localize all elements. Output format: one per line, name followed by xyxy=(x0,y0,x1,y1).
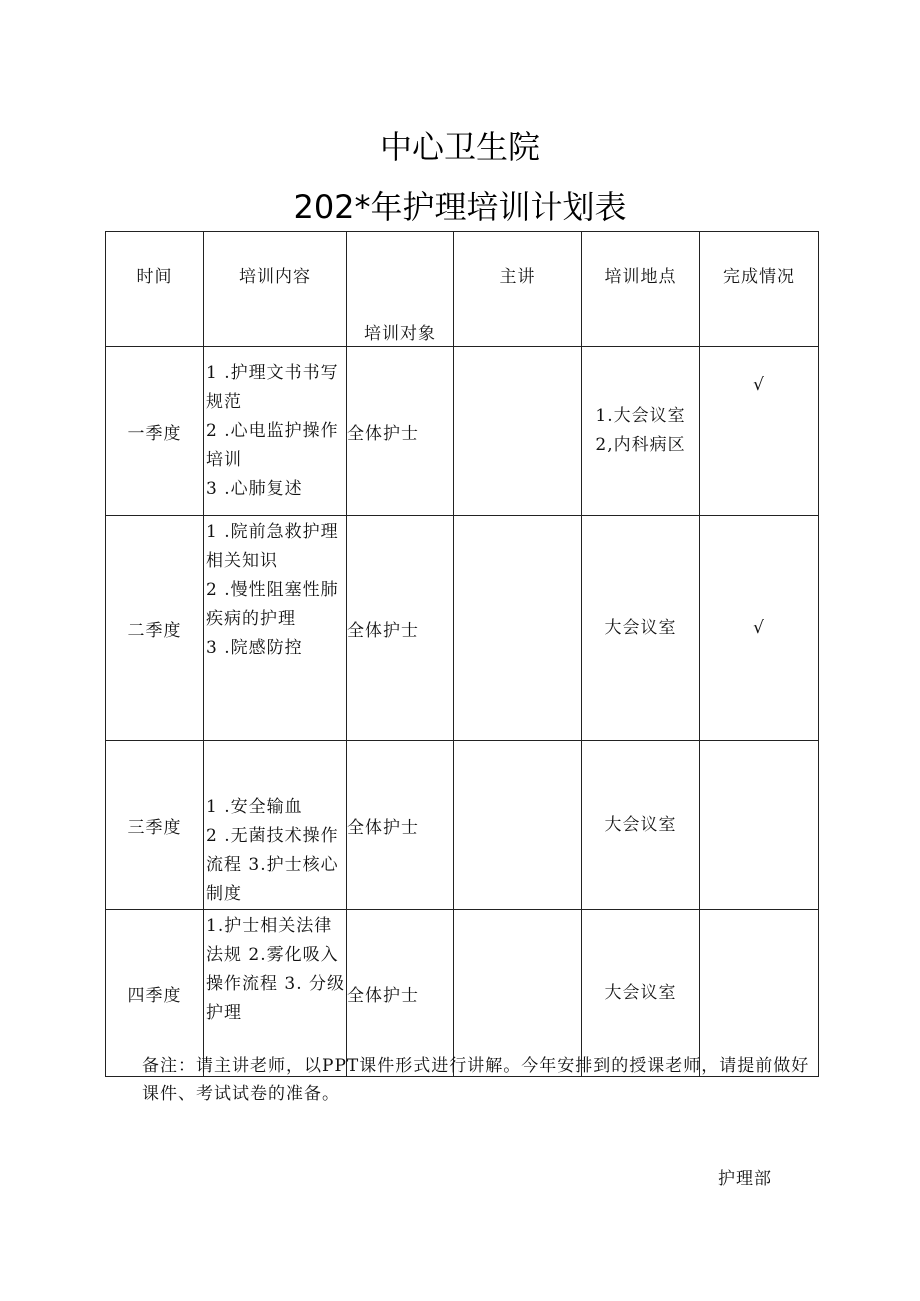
cell-speaker xyxy=(454,741,582,910)
place-line: 1.大会议室 xyxy=(595,406,686,426)
cell-place xyxy=(582,741,700,910)
table-row xyxy=(106,516,819,741)
header-content: 培训内容 xyxy=(204,232,347,347)
content-line: 2 .无菌技术操作流程 3.护士核心制度 xyxy=(206,826,339,904)
header-status: 完成情况 xyxy=(700,232,819,347)
cell-time: 四季度 xyxy=(106,910,204,1077)
training-plan-table xyxy=(105,231,819,1077)
place-line: 大会议室 xyxy=(604,814,677,835)
content-line: 2 .慢性阻塞性肺疾病的护理 xyxy=(206,580,339,629)
place-line: 大会议室 xyxy=(604,617,677,638)
cell-place xyxy=(582,516,700,741)
table-header-row xyxy=(106,232,819,347)
cell-time: 三季度 xyxy=(106,741,204,910)
table-row xyxy=(106,347,819,516)
cell-time: 一季度 xyxy=(106,347,204,516)
cell-speaker xyxy=(454,347,582,516)
header-speaker: 主讲 xyxy=(454,232,582,347)
cell-status: √ xyxy=(700,347,819,516)
content-line: 2 .心电监护操作培训 xyxy=(206,420,339,470)
cell-status xyxy=(700,741,819,910)
cell-target: 全体护士 xyxy=(347,741,454,910)
content-line: 1 .院前急救护理相关知识 xyxy=(206,522,339,571)
content-line: 1.护士相关法律法规 2.雾化吸入操作流程 3. 分级护理 xyxy=(206,916,346,1023)
header-place: 培训地点 xyxy=(582,232,700,347)
header-target: 培训对象 xyxy=(347,232,454,347)
department-signature: 护理部 xyxy=(718,1169,772,1189)
remarks-note: 备注：请主讲老师，以PPT课件形式进行讲解。今年安排到的授课老师，请提前做好课件、考试试卷的准备。 xyxy=(142,1056,810,1104)
place-line: 大会议室 xyxy=(604,982,677,1003)
cell-content xyxy=(204,516,347,741)
content-line: 1 .护理文书书写规范 xyxy=(206,362,339,412)
place-line: 2,内科病区 xyxy=(595,435,686,455)
cell-place xyxy=(582,347,700,516)
content-line: 3 .心肺复述 xyxy=(206,478,303,499)
cell-time: 二季度 xyxy=(106,516,204,741)
content-line: 1 .安全输血 xyxy=(206,797,303,817)
document-subtitle: 202*年护理培训计划表 xyxy=(293,188,627,226)
cell-speaker xyxy=(454,516,582,741)
content-line: 3 .院感防控 xyxy=(206,638,303,658)
cell-content xyxy=(204,347,347,516)
document-title: 中心卫生院 xyxy=(379,128,540,166)
cell-target: 全体护士 xyxy=(347,516,454,741)
header-time: 时间 xyxy=(106,232,204,347)
cell-content xyxy=(204,741,347,910)
cell-status: √ xyxy=(700,516,819,741)
cell-target: 全体护士 xyxy=(347,910,454,1077)
table-row xyxy=(106,741,819,910)
cell-target: 全体护士 xyxy=(347,347,454,516)
